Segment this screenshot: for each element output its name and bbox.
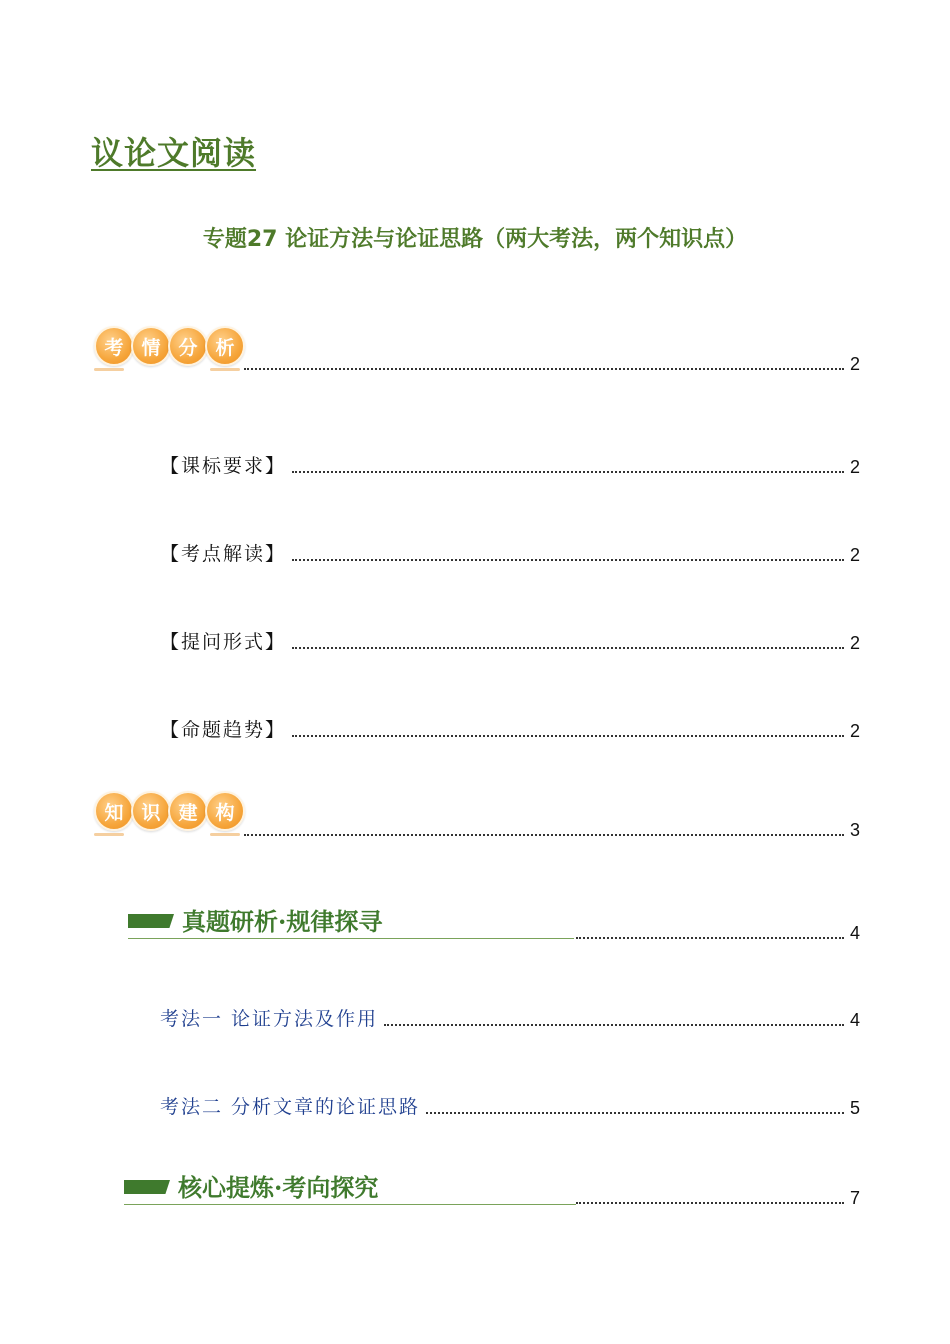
- page-title: 议论文阅读: [91, 134, 257, 172]
- toc-leader-dots: [576, 1202, 844, 1204]
- toc-leader-dots: [426, 1112, 844, 1114]
- section-badge-analysis[interactable]: [94, 326, 254, 386]
- toc-page-number: 2: [849, 545, 860, 565]
- toc-entry-banner[interactable]: [576, 1188, 860, 1209]
- toc-leader-dots: [292, 735, 844, 737]
- toc-entry[interactable]: [160, 627, 860, 654]
- badge-char: 识: [131, 791, 171, 831]
- page-subtitle: 专题27 论证方法与论证思路（两大考法，两个知识点）: [202, 227, 748, 252]
- toc-entry[interactable]: [160, 539, 860, 566]
- badge-char: 分: [168, 326, 208, 366]
- toc-entry-label: 【命题趋势】: [160, 719, 287, 741]
- toc-entry-label: 考法一 论证方法及作用: [160, 1008, 379, 1030]
- toc-entry[interactable]: [160, 715, 860, 742]
- toc-page-number: 5: [849, 1098, 860, 1118]
- badge-underline: [210, 833, 240, 836]
- toc-leader-dots: [244, 834, 844, 836]
- badge-char: 情: [131, 326, 171, 366]
- toc-entry-method[interactable]: [160, 1004, 860, 1031]
- toc-page-number: 4: [849, 923, 860, 943]
- toc-leader-dots: [292, 647, 844, 649]
- badge-char: 析: [205, 326, 245, 366]
- badge-char: 构: [205, 791, 245, 831]
- toc-entry-label: 【提问形式】: [160, 631, 287, 653]
- toc-leader-dots: [576, 937, 844, 939]
- badge-char: 建: [168, 791, 208, 831]
- toc-page-number: 2: [849, 457, 860, 477]
- banner-underline: [128, 938, 574, 939]
- toc-page-number: 2: [849, 354, 860, 374]
- banner-label: 真题研析·规律探寻: [182, 907, 383, 936]
- section-banner-past-exams[interactable]: [128, 902, 574, 942]
- toc-entry-method[interactable]: [160, 1092, 860, 1119]
- toc-page-number: 2: [849, 633, 860, 653]
- section-banner-core[interactable]: [124, 1168, 576, 1208]
- toc-entry[interactable]: [160, 451, 860, 478]
- badge-underline: [94, 833, 124, 836]
- badge-char: 知: [94, 791, 134, 831]
- toc-page-number: 3: [849, 820, 860, 840]
- banner-bar-icon: [124, 1180, 170, 1194]
- toc-leader-dots: [244, 368, 844, 370]
- toc-entry-knowledge[interactable]: [244, 820, 860, 841]
- badge-char: 考: [94, 326, 134, 366]
- toc-leader-dots: [384, 1024, 844, 1026]
- banner-bar-icon: [128, 914, 174, 928]
- section-badge-knowledge[interactable]: [94, 791, 254, 851]
- banner-label: 核心提炼·考向探究: [178, 1173, 379, 1202]
- banner-underline: [124, 1204, 576, 1205]
- toc-page-number: 4: [849, 1010, 860, 1030]
- toc-page-number: 7: [849, 1188, 860, 1208]
- toc-entry-label: 【考点解读】: [160, 543, 287, 565]
- toc-page-number: 2: [849, 721, 860, 741]
- badge-underline: [210, 368, 240, 371]
- toc-entry-banner[interactable]: [576, 923, 860, 944]
- toc-entry-label: 考法二 分析文章的论证思路: [160, 1096, 421, 1118]
- toc-entry-label: 【课标要求】: [160, 455, 287, 477]
- badge-underline: [94, 368, 124, 371]
- toc-entry-analysis[interactable]: [244, 354, 860, 375]
- toc-leader-dots: [292, 471, 844, 473]
- toc-leader-dots: [292, 559, 844, 561]
